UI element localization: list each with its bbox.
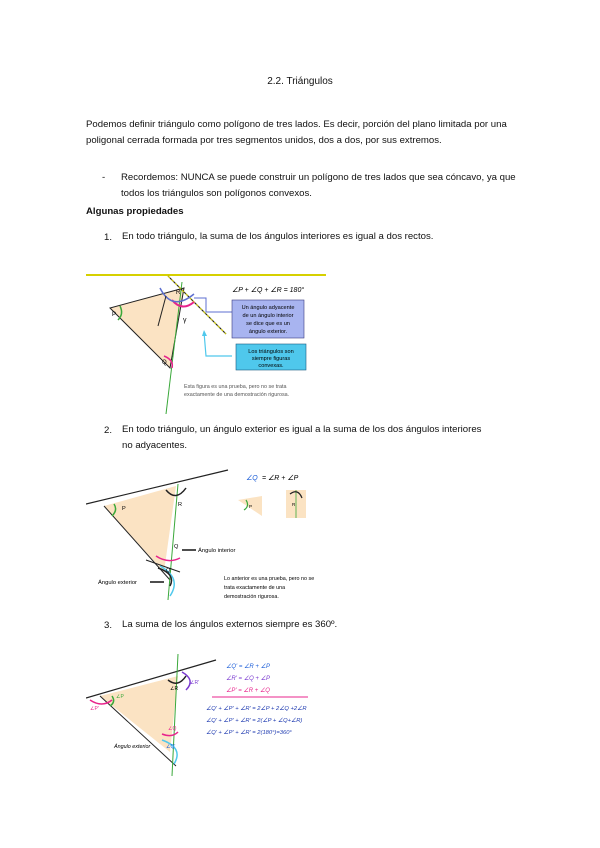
fig2-label-p: P	[122, 506, 126, 512]
box2-line-2: siempre figuras	[251, 356, 291, 362]
box2-line-1: Los triángulos son	[248, 349, 294, 355]
label-interior-angle: Ángulo interior	[198, 548, 236, 554]
figure1-caption-2: exactamente de una demostración rigurosa.	[184, 392, 290, 398]
box1-line-2: de un ángulo interior	[242, 313, 294, 319]
fig2-formula-rest: = ∠R + ∠P	[262, 475, 299, 482]
fig3-eq-2: ∠R' = ∠Q + ∠P	[226, 676, 270, 682]
figure-interior-angles	[86, 268, 326, 414]
fig2-label-q: Q	[174, 544, 179, 550]
fig3-label-r: ∠R	[170, 686, 179, 692]
label-q: Q	[162, 360, 167, 366]
fig3-label-p: ∠P	[116, 694, 124, 700]
label-gamma: γ	[183, 317, 187, 324]
label-r: R	[176, 290, 181, 296]
item-2-number: 2.	[104, 425, 113, 436]
box1-line-3: se dice que es un	[246, 321, 290, 327]
properties-heading: Algunas propiedades	[86, 206, 184, 217]
item-1-number: 1.	[104, 232, 113, 243]
box1-line-1: Un ángulo adyacente	[241, 305, 295, 311]
fig3-label-exterior: Ángulo exterior	[114, 744, 151, 750]
box2-line-3: convexas.	[258, 363, 284, 369]
label-p: P	[112, 312, 117, 318]
fig3-sum-3: ∠Q' + ∠P' + ∠R' = 2(180°)=360°	[206, 730, 292, 736]
item-3-number: 3.	[104, 620, 113, 631]
fig3-sum-1: ∠Q' + ∠P' + ∠R' = 2∠P + 2∠Q +2∠R	[206, 706, 307, 712]
figure-exterior-angle	[86, 460, 336, 608]
figure1-caption-1: Esta figura es una prueba, pero no se trata	[184, 384, 287, 390]
bullet-text: Recordemos: NUNCA se puede construir un polígono de tres lados que sea cóncavo, ya que todos los triángulos son polígonos convexos.	[121, 172, 516, 199]
fig3-label-r-prime: ∠R'	[190, 680, 200, 686]
figure-external-angles-sum	[86, 648, 326, 778]
fig2-label-q-prime: Q'	[166, 568, 172, 574]
item-2-text: En todo triángulo, un ángulo exterior es igual a la suma de los dos ángulos interiores no adyacentes.	[122, 424, 482, 451]
fig2-label-r: R	[178, 502, 183, 508]
box1-line-4: ángulo exterior.	[248, 329, 288, 335]
section-title: 2.2. Triángulos	[267, 76, 333, 87]
figure2-caption-1: Lo anterior es una prueba, pero no se	[224, 576, 315, 582]
fig3-eq-3: ∠P' = ∠R + ∠Q	[226, 688, 270, 694]
figure2-caption-2: trata exactamente de una	[224, 585, 286, 591]
fig3-label-q: ∠Q	[168, 726, 177, 732]
intro-paragraph: Podemos definir triángulo como polígono de tres lados. Es decir, porción del plano limitada por una poligonal cerrada formada por tres segmentos unidos, dos a dos, por sus extremos.	[86, 119, 507, 146]
fig2-formula-q: ∠Q	[246, 475, 258, 482]
fig3-label-p-prime: ∠P'	[90, 706, 99, 712]
item-3-text: La suma de los ángulos externos siempre es 360º.	[122, 619, 338, 630]
item-1-text: En todo triángulo, la suma de los ángulos interiores es igual a dos rectos.	[122, 231, 434, 242]
figure2-caption-3: demostración rigurosa.	[224, 594, 279, 600]
formula-sum: ∠P + ∠Q + ∠R = 180°	[232, 287, 305, 294]
fig2-small-r: R	[292, 502, 296, 507]
fig2-small-p: P	[249, 504, 253, 509]
fig3-label-q-prime: ∠Q'	[166, 744, 176, 750]
fig3-eq-1: ∠Q' = ∠R + ∠P	[226, 664, 270, 670]
bullet-marker: -	[102, 172, 106, 183]
label-exterior-angle: Ángulo exterior	[98, 580, 137, 586]
fig3-sum-2: ∠Q' + ∠P' + ∠R' = 2(∠P + ∠Q+∠R)	[206, 718, 303, 724]
